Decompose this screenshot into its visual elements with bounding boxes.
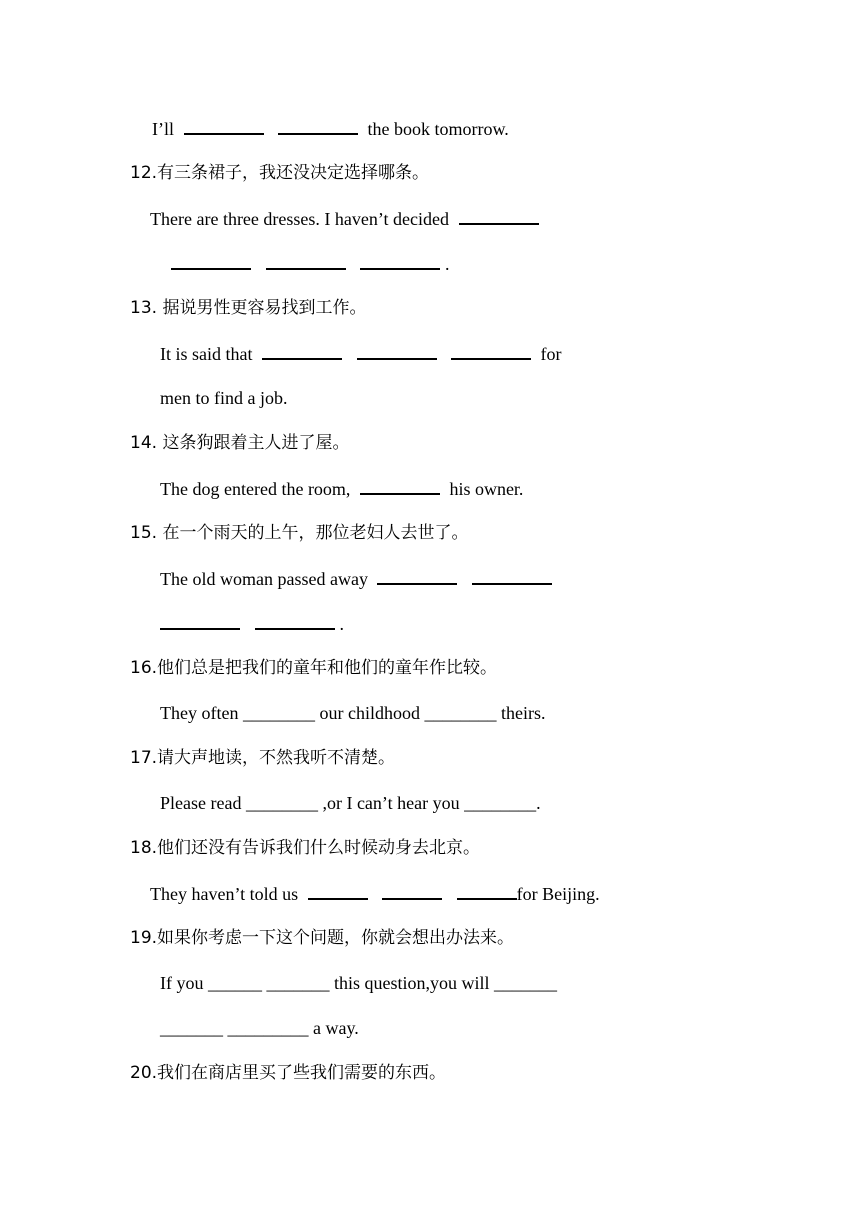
answer-blank[interactable] <box>160 612 240 630</box>
answer-blank[interactable] <box>457 882 517 900</box>
question-15-chinese: 15. 在一个雨天的上午，那位老妇人去世了。 <box>130 523 469 543</box>
sentence-text: The old woman passed away <box>160 569 368 589</box>
question-12-english-line1 <box>150 207 544 230</box>
question-19-english-line2: _______ _________ a way. <box>160 1018 359 1038</box>
question-13-chinese: 13. 据说男性更容易找到工作。 <box>130 298 367 318</box>
question-18-chinese: 18.他们还没有告诉我们什么时候动身去北京。 <box>130 838 481 858</box>
answer-blank[interactable] <box>278 117 358 135</box>
answer-blank[interactable] <box>377 567 457 585</box>
answer-blank[interactable] <box>357 342 437 360</box>
question-20-chinese: 20.我们在商店里买了些我们需要的东西。 <box>130 1063 447 1083</box>
question-16-chinese: 16.他们总是把我们的童年和他们的童年作比较。 <box>130 658 498 678</box>
answer-blank[interactable] <box>308 882 368 900</box>
sentence-start: They haven’t told us <box>150 884 299 904</box>
question-15-english-line1 <box>160 567 557 590</box>
answer-blank[interactable] <box>184 117 264 135</box>
answer-blank[interactable] <box>360 477 440 495</box>
answer-blank[interactable] <box>262 342 342 360</box>
sentence-end: . <box>445 254 450 274</box>
line-11-english <box>152 117 509 140</box>
sentence-text: There are three dresses. I haven’t decided <box>150 209 450 229</box>
answer-blank[interactable] <box>266 252 346 270</box>
answer-blank[interactable] <box>255 612 335 630</box>
answer-blank[interactable] <box>451 342 531 360</box>
answer-blank[interactable] <box>171 252 251 270</box>
sentence-end: his owner. <box>449 479 524 499</box>
answer-blank[interactable] <box>382 882 442 900</box>
question-13-english-line2: men to find a job. <box>160 388 288 408</box>
question-19-chinese: 19.如果你考虑一下这个问题，你就会想出办法来。 <box>130 928 515 948</box>
question-14-chinese: 14. 这条狗跟着主人进了屋。 <box>130 433 350 453</box>
sentence-end: for Beijing. <box>516 884 600 904</box>
answer-blank[interactable] <box>472 567 552 585</box>
question-16-english: They often ________ our childhood ________ theirs. <box>160 703 546 723</box>
answer-blank[interactable] <box>360 252 440 270</box>
question-19-english-line1: If you ______ _______ this question,you will _______ <box>160 973 557 993</box>
question-12-english-line2 <box>166 252 450 275</box>
question-18-english <box>150 882 600 905</box>
question-17-chinese: 17.请大声地读，不然我听不清楚。 <box>130 748 396 768</box>
sentence-start: The dog entered the room, <box>160 479 351 499</box>
question-12-chinese: 12.有三条裙子，我还没决定选择哪条。 <box>130 163 430 183</box>
sentence-start: I’ll <box>152 119 174 139</box>
sentence-end: the book tomorrow. <box>367 119 509 139</box>
question-17-english: Please read ________ ,or I can’t hear you ________. <box>160 793 541 813</box>
answer-blank[interactable] <box>459 207 539 225</box>
sentence-end: for <box>540 344 562 364</box>
question-14-english <box>160 477 523 500</box>
sentence-end: . <box>339 614 344 634</box>
sentence-start: It is said that <box>160 344 253 364</box>
question-13-english-line1 <box>160 342 562 365</box>
question-15-english-line2 <box>155 612 344 635</box>
